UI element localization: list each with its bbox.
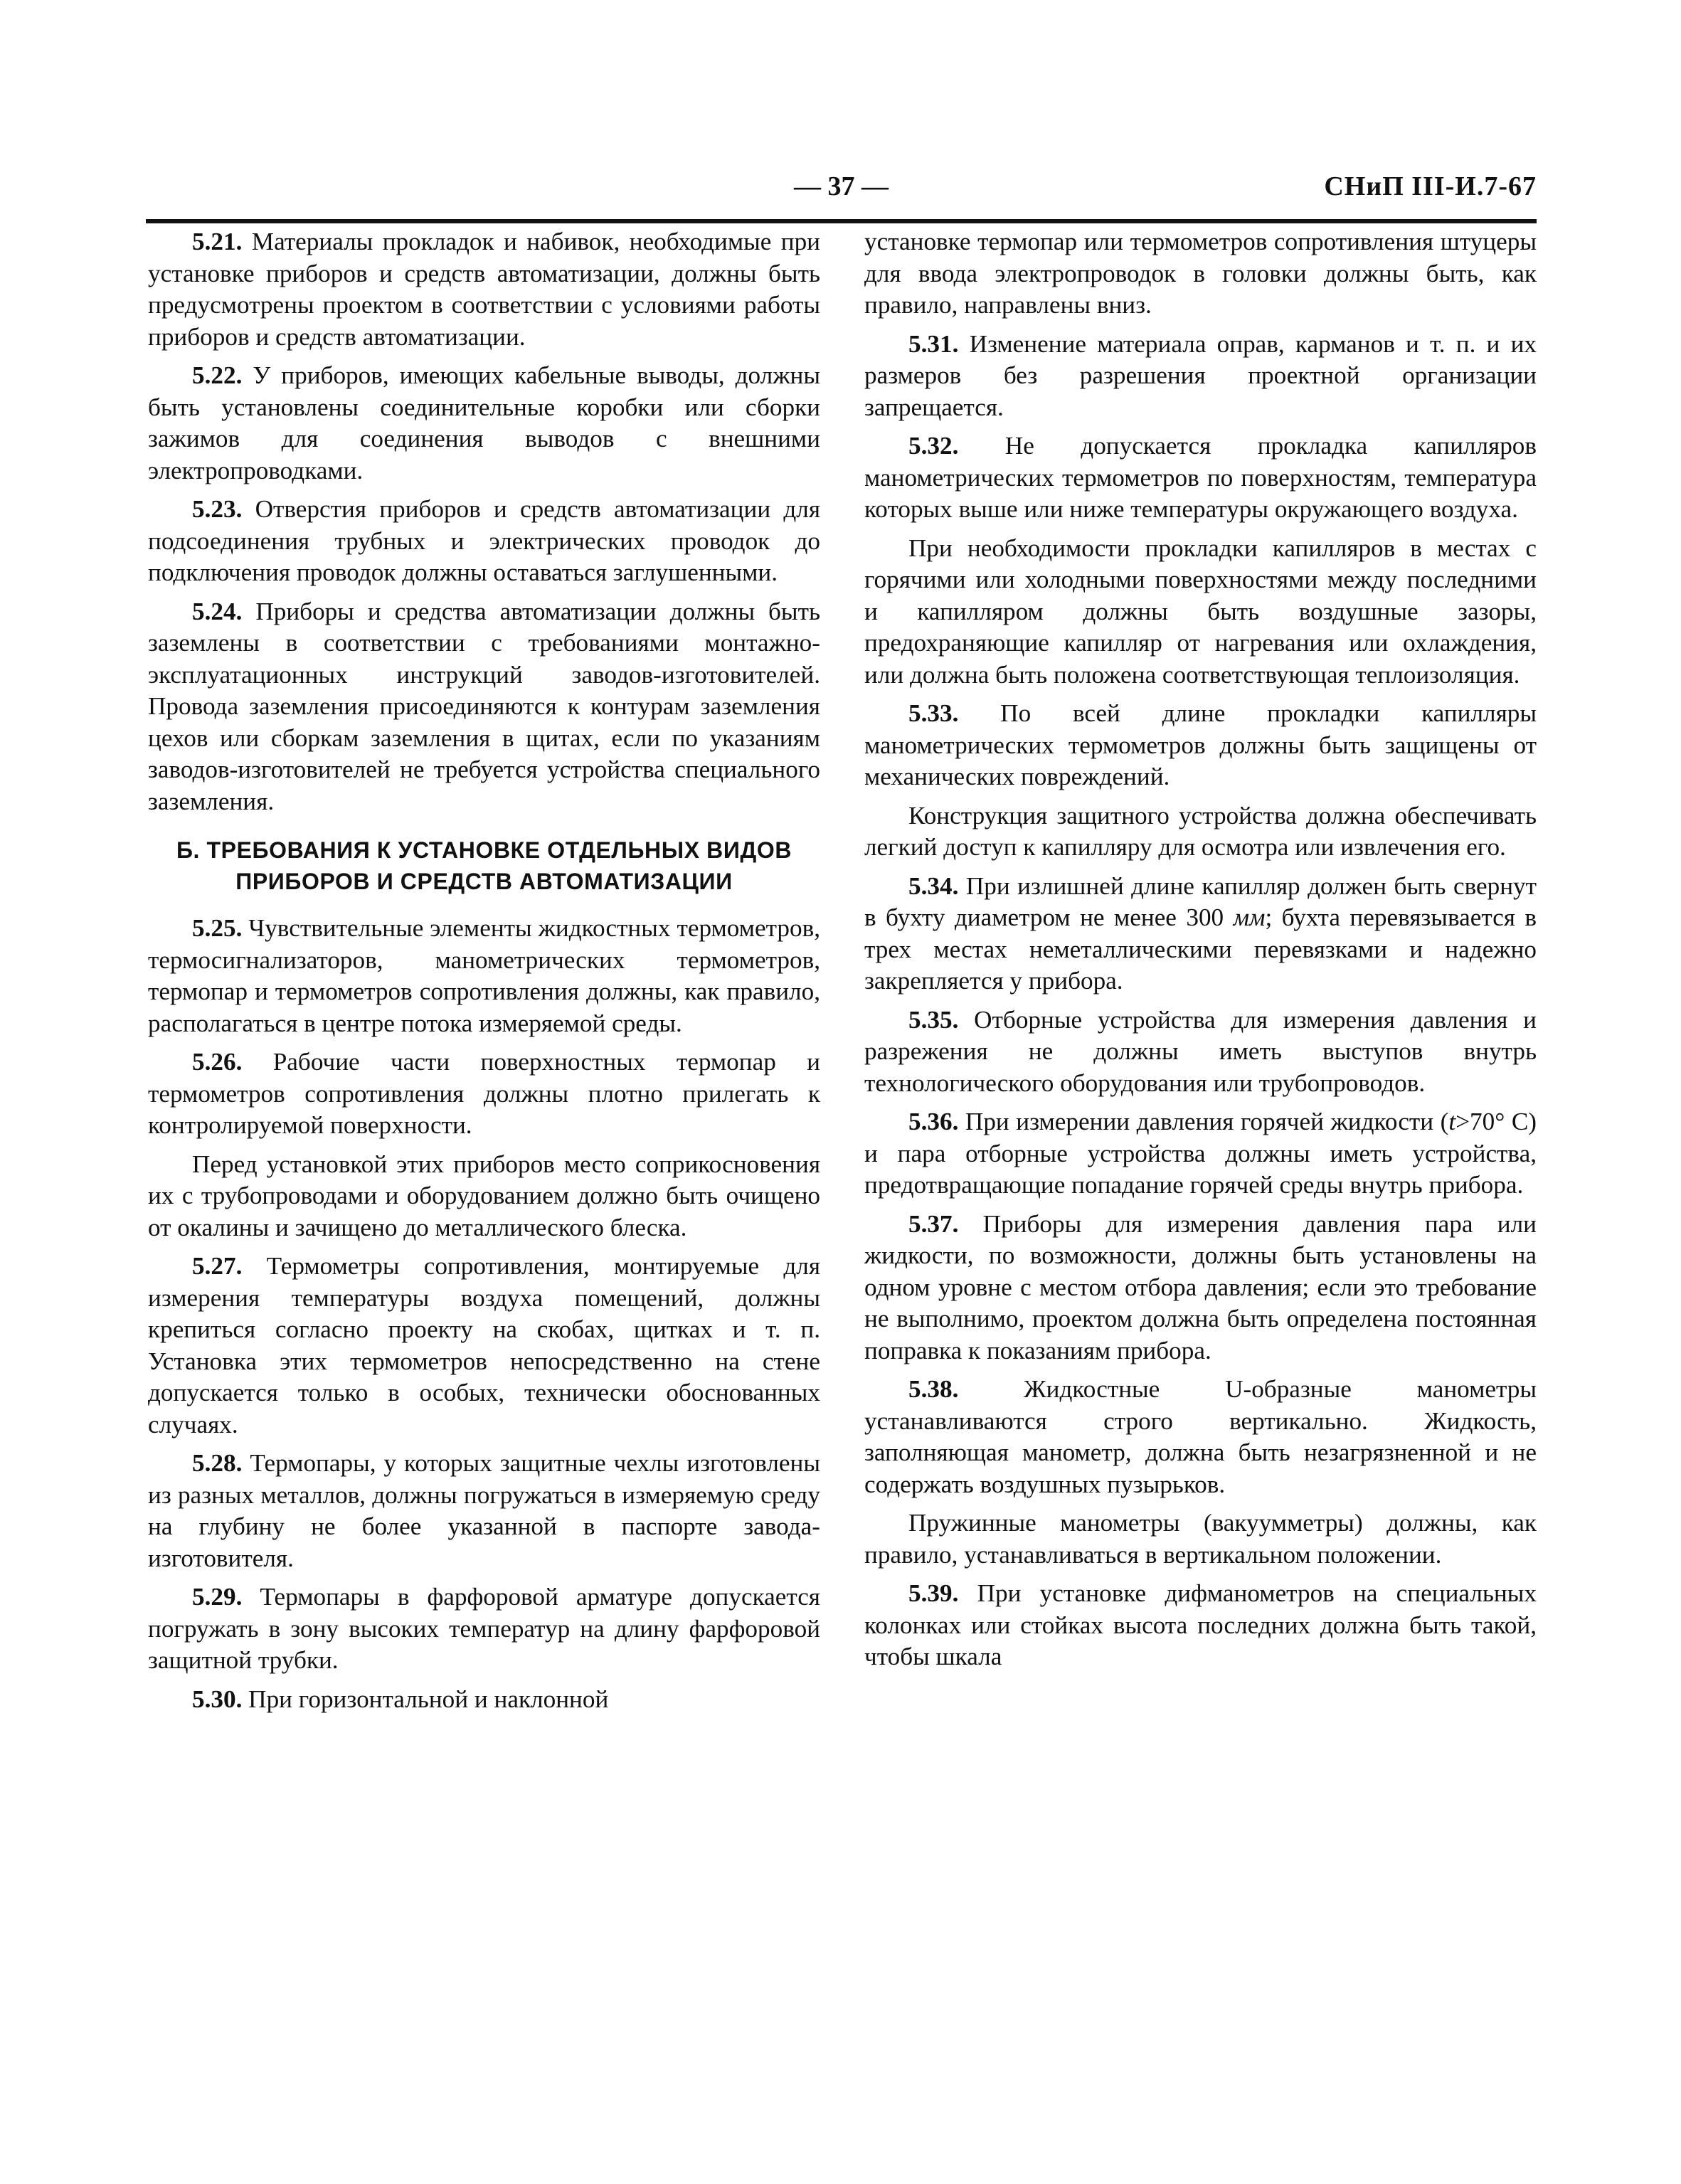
clause-5-38: [864, 1374, 1537, 1500]
clause-5-22: [148, 360, 820, 487]
clause-text: Приборы для измерения давления пара или жидкости, по возможности, должны быть установлены на одном уровне с местом отбора давления; если это требование не выполнимо, проектом должна быть определена постоянная поправка к показаниям прибора.: [864, 1209, 1537, 1364]
clause-5-31: [864, 329, 1537, 424]
clause-5-35: [864, 1004, 1537, 1100]
clause-text: Термометры сопротивления, монтируемые для измерения температуры воздуха помещений, должны крепиться согласно проекту на скобах, щитках и т. п. Установка этих термометров непосредственно на стене допускается только в особых, технически обоснованных случаях.: [148, 1252, 820, 1438]
clause-text: Жидкостные U-образные манометры устанавливаются строго вертикально. Жидкость, заполняющая манометр, должна быть незагрязненной и не содержать воздушных пузырьков.: [864, 1375, 1537, 1498]
clause-number: 5.23.: [192, 495, 243, 523]
clause-5-33: [864, 698, 1537, 793]
clause-text: Материалы прокладок и набивок, необходимые при установке приборов и средств автоматизации, должны быть предусмотрены проектом в соответствии с условиями работы приборов и средств автоматизации.: [148, 228, 820, 351]
clause-5-37: [864, 1209, 1537, 1367]
clause-text: При измерении давления горячей жидкости (: [965, 1108, 1449, 1135]
clause-number: 5.21.: [192, 228, 243, 255]
paragraph: Конструкция защитного устройства должна обеспечивать легкий доступ к капилляру для осмотра или извлечения его.: [864, 801, 1537, 861]
clause-number: 5.34.: [908, 871, 959, 900]
clause-number: 5.36.: [908, 1108, 959, 1135]
clause-text: Термопары в фарфоровой арматуре допускается погружать в зону высоких температур на длину фарфоровой защитной трубки.: [148, 1583, 820, 1674]
clause-text: >70° С) и пара отборные устройства должны иметь устройства, предотвращающие попадание горячей среды внутрь прибора.: [864, 1108, 1537, 1199]
clause-number: 5.35.: [908, 1005, 959, 1034]
clause-number: 5.32.: [908, 432, 959, 460]
clause-text: При излишней длине капилляр должен быть свернут в бухту диаметром не менее 300: [864, 871, 1537, 931]
clause-5-34: [864, 871, 1537, 997]
clause-5-28: [148, 1448, 820, 1574]
clause-text: Приборы и средства автоматизации должны быть заземлены в соответствии с требованиями монтажно-эксплуатационных инструкций заводов-изготовителей. Провода заземления присоединяются к контурам заземления цехов или сборкам заземления в щитах, если по указаниям заводов-изготовителей не требуется устройства специального заземления.: [148, 597, 821, 815]
clause-text: По всей длине прокладки капилляры манометрических термометров должны быть защищены от механических повреждений.: [864, 699, 1537, 790]
clause-number: 5.29.: [192, 1583, 243, 1611]
clause-number: 5.27.: [192, 1252, 243, 1280]
clause-text: ; бухта перевязывается в трех местах неметаллическими перевязками и надежно закрепляется у прибора.: [864, 903, 1537, 995]
clause-5-29: [148, 1581, 820, 1677]
clause-text: Термопары, у которых защитные чехлы изготовлены из разных металлов, должны погружаться в измеряемую среду на глубину не более указанной в паспорте завода-изготовителя.: [148, 1449, 820, 1572]
clause-5-25: [148, 913, 820, 1039]
clause-5-26: [148, 1046, 820, 1142]
clause-number: 5.28.: [192, 1449, 243, 1477]
clause-text: Отборные устройства для измерения давления и разрежения не должны иметь выступов внутрь технологического оборудования или трубопроводов.: [864, 1005, 1537, 1097]
paragraph: Перед установкой этих приборов место соприкосновения их с трубопроводами и оборудованием должно быть очищено от окалины и зачищено до металлического блеска.: [148, 1150, 820, 1241]
left-column: [148, 226, 820, 1722]
clause-text: У приборов, имеющих кабельные выводы, должны быть установлены соединительные коробки или сборки зажимов для соединения выводов с внешними электропроводками.: [148, 361, 820, 484]
clause-text: Не допускается прокладка капилляров манометрических термометров по поверхностям, температура которых выше или ниже температуры окружающего воздуха.: [864, 432, 1537, 523]
clause-5-21: [148, 226, 820, 353]
clause-number: 5.31.: [908, 329, 959, 358]
clause-text: Чувствительные элементы жидкостных термометров, термосигнализаторов, манометрических термометров, термопар и термометров сопротивления должны, как правило, располагаться в центре потока измеряемой среды.: [148, 914, 820, 1037]
clause-5-23: [148, 494, 820, 589]
clause-number: 5.30.: [192, 1685, 243, 1713]
clause-text: Рабочие части поверхностных термопар и термометров сопротивления должны плотно прилегать к контролируемой поверхности.: [148, 1048, 820, 1139]
clause-number: 5.24.: [192, 597, 243, 625]
paragraph: Пружинные манометры (вакуумметры) должны, как правило, устанавливаться в вертикальном положении.: [864, 1509, 1537, 1569]
section-heading: Б. ТРЕБОВАНИЯ К УСТАНОВКЕ ОТДЕЛЬНЫХ ВИДОВ ПРИБОРОВ И СРЕДСТВ АВТОМАТИЗАЦИИ: [176, 837, 792, 894]
clause-text: Изменение материала оправ, карманов и т. п. и их размеров без разрешения проектной организации запрещается.: [864, 329, 1537, 421]
clause-text: Отверстия приборов и средств автоматизации для подсоединения трубных и электрических проводок до подключения проводок должны оставаться заглушенными.: [148, 495, 821, 586]
clause-5-36: [864, 1106, 1537, 1202]
unit-text: мм: [1233, 903, 1266, 931]
header-rule: [146, 219, 1537, 223]
clause-5-24: [148, 596, 820, 818]
clause-5-39: [864, 1578, 1537, 1673]
paragraph: При необходимости прокладки капилляров в местах с горячими или холодными поверхностями между последними и капилляром должны быть воздушные зазоры, предохраняющие капилляр от нагревания или охлаждения, или должна быть положена соответствующая теплоизоляция.: [864, 534, 1537, 689]
clause-text: При установке дифманометров на специальных колонках или стойках высота последних должна быть такой, чтобы шкала: [864, 1579, 1537, 1670]
clause-number: 5.26.: [192, 1048, 243, 1076]
page-header: [146, 171, 1537, 213]
document-code: СНиП III-И.7-67: [1324, 171, 1537, 201]
variable-text: t: [1448, 1108, 1456, 1135]
clause-5-27: [148, 1251, 820, 1441]
clause-number: 5.22.: [192, 361, 243, 389]
page-number: — 37 —: [794, 171, 889, 201]
clause-number: 5.39.: [908, 1579, 959, 1607]
clause-5-30: [148, 1684, 820, 1716]
paragraph-continuation: установке термопар или термометров сопротивления штуцеры для ввода электропроводок в головки должны быть, как правило, направлены вниз.: [864, 228, 1537, 319]
clause-number: 5.25.: [192, 914, 243, 942]
right-column: [864, 226, 1537, 1680]
clause-number: 5.37.: [908, 1209, 959, 1238]
clause-number: 5.38.: [908, 1375, 959, 1403]
clause-number: 5.33.: [908, 699, 959, 727]
clause-5-32: [864, 430, 1537, 526]
clause-text: При горизонтальной и наклонной: [248, 1685, 609, 1713]
